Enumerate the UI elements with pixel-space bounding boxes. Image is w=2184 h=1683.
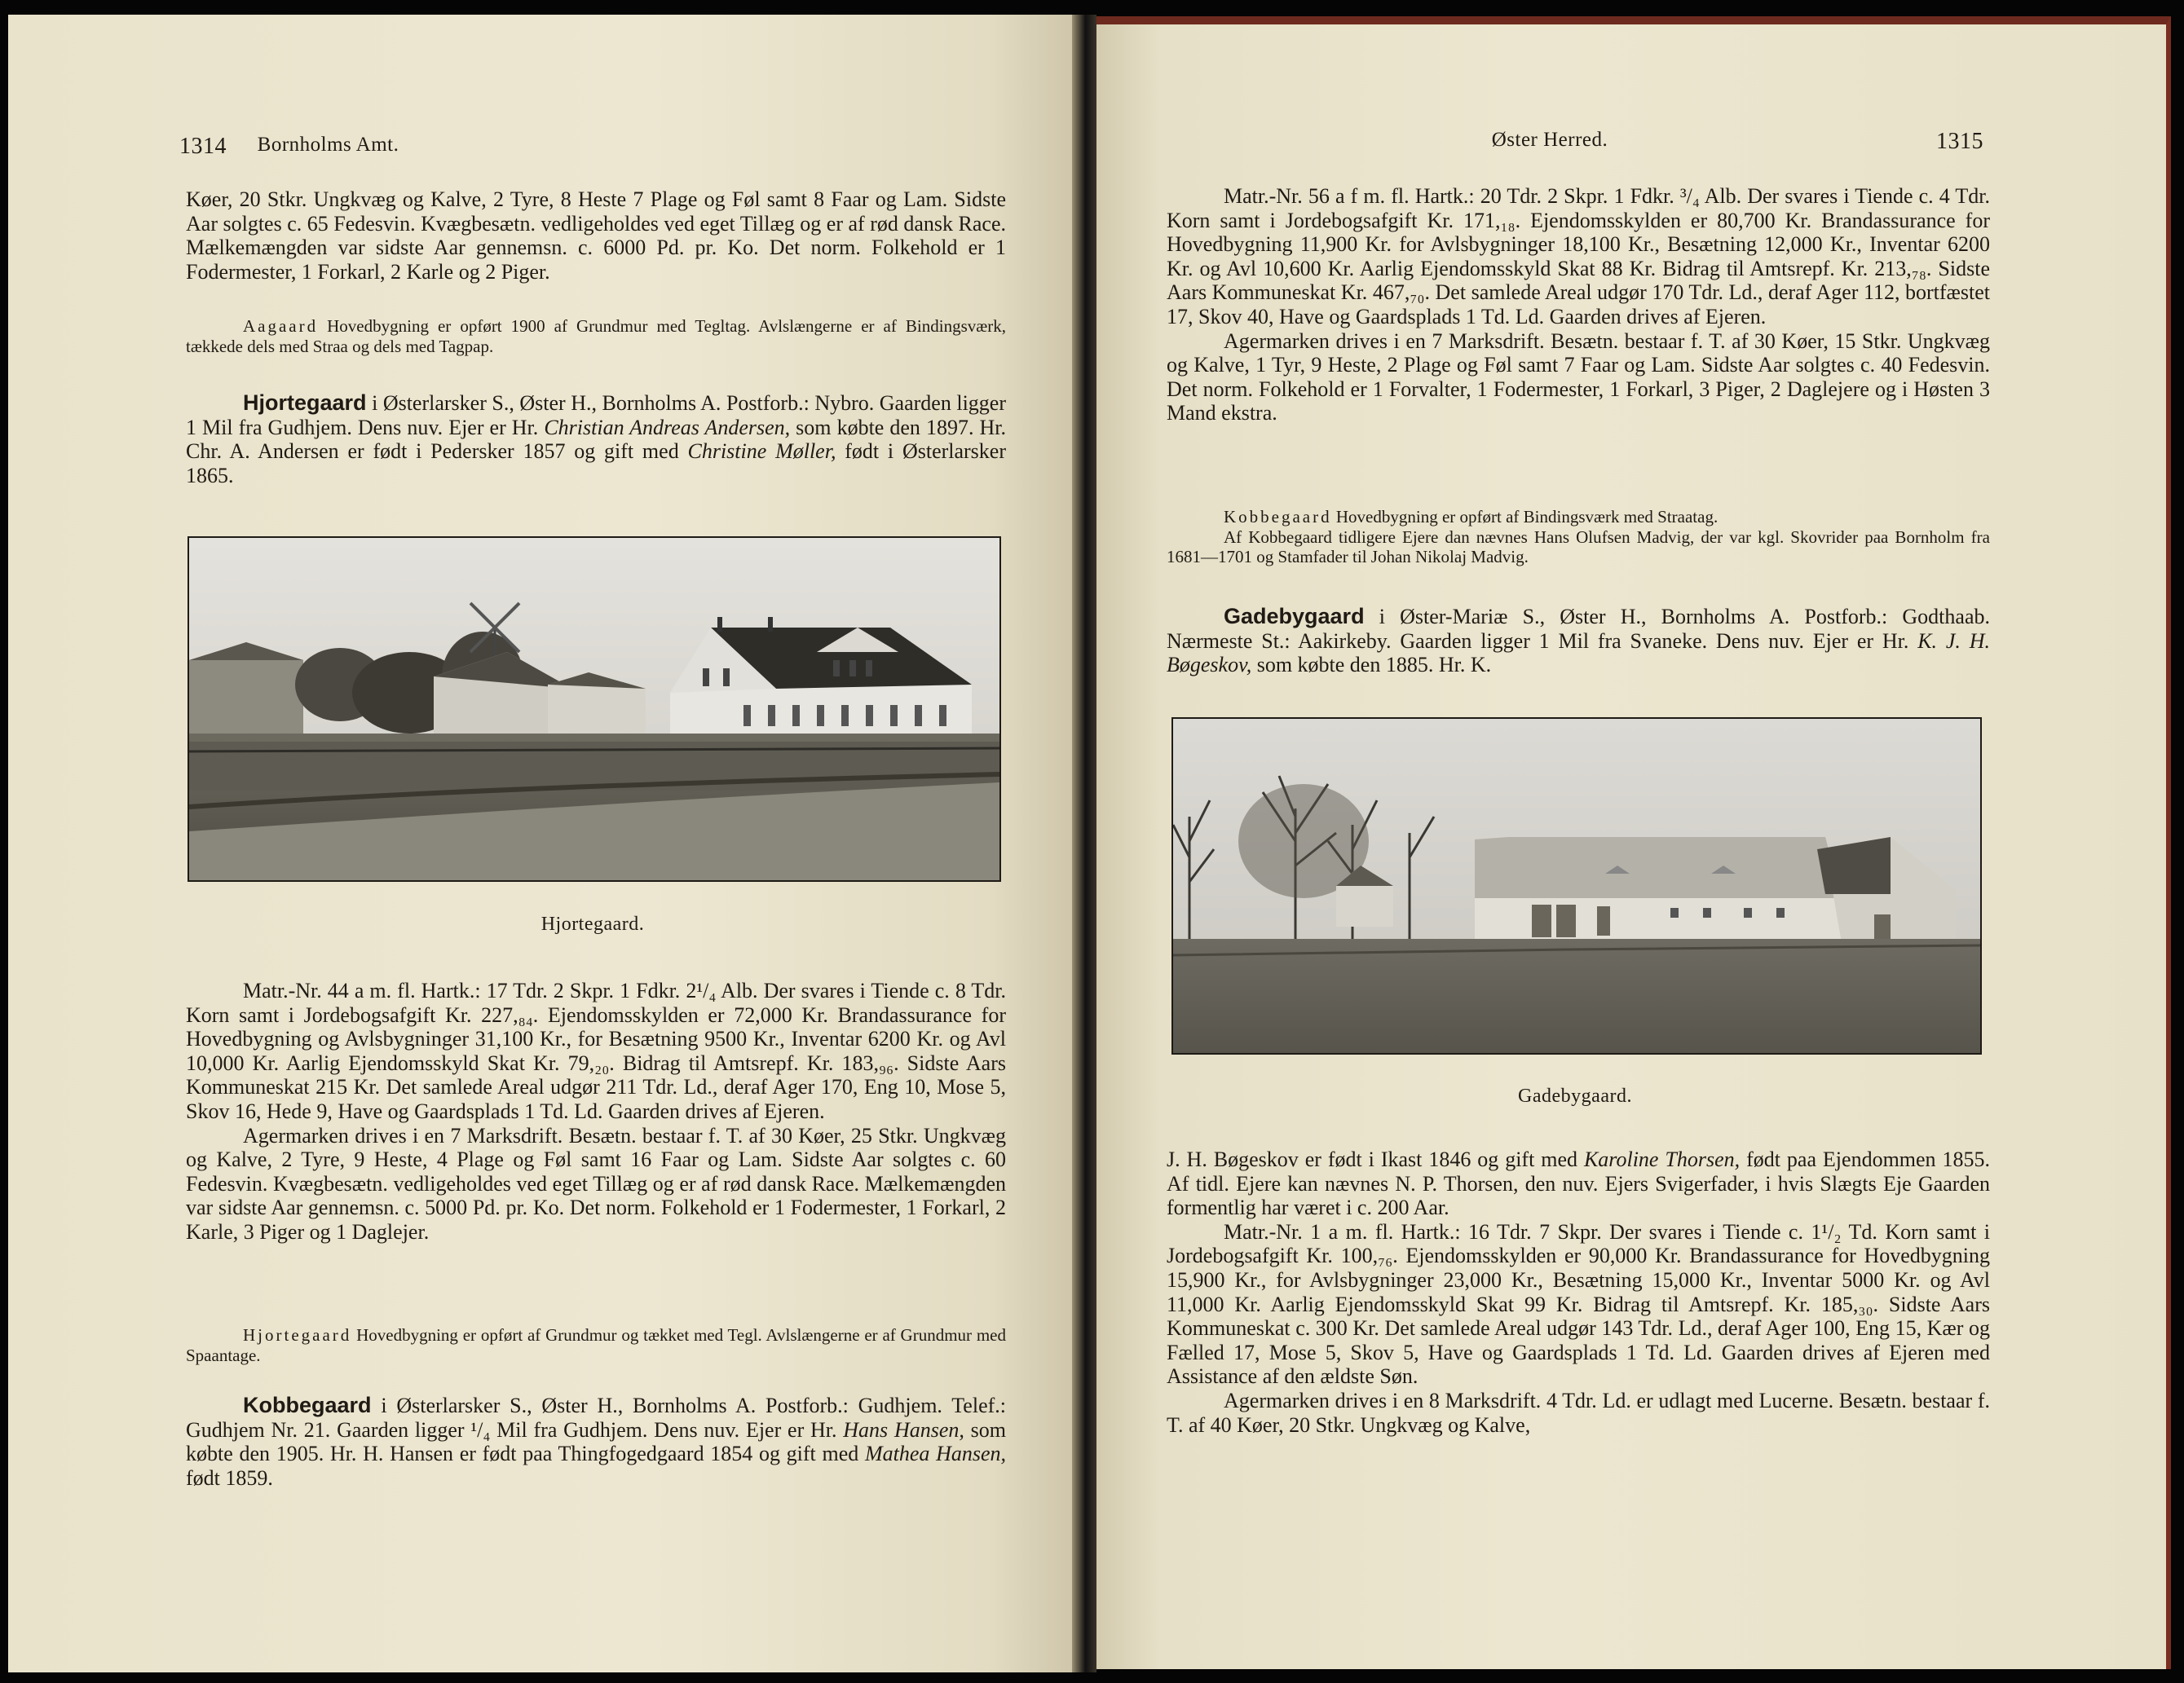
hjortegaard-intro-2: som købte den 1897. Hr. Chr. A. Andersen er født i Pedersker 1857 og gift med — [186, 415, 1007, 464]
kobbegaard-intro — [186, 1394, 1006, 1490]
hjortegaard-photo — [188, 536, 1001, 882]
aagaard-note — [186, 316, 1006, 356]
kobbegaard-intro-1: i Østerlarsker S., Øster H., Bornholms A. Postforb.: Gudhjem. Telef.: Gudhjem Nr. 21. Gaarden ligger ¹/₄ Mil fra Gudhjem. Dens nuv. Ejer er Hr. — [186, 1394, 1006, 1442]
hjortegaard-matr: Matr.-Nr. 44 a m. fl. Hartk.: 17 Tdr. 2 Skpr. 1 Fdkr. 2¹/₄ Alb. Der svares i Tiende c. 8 Tdr. Korn samt i Jordebogsafgift Kr. 227,₈₄. Ejendomsskylden er 72,000 Kr. Brandassurance for Hovedbygning og Avlsbygninger 31,100 Kr., for Besætning 9500 Kr., Inventar 6200 Kr. og Avl 10,000 Kr. Aarlig Ejendomsskyld Skat Kr. 79,₂₀. Bidrag til Amtsrepf. Kr. 183,₉₆. Sidste Aars Kommuneskat 215 Kr. Det samlede Areal udgør 211 Tdr. Ld., deraf Ager 170, Eng 10, Mose 5, Skov 16, Hede 9, Have og Gaardsplads 1 Td. Ld. Gaarden drives af Ejeren. — [186, 979, 1006, 1123]
left-page — [8, 15, 1072, 1672]
gadebygaard-caption: Gadebygaard. — [1518, 1086, 1632, 1107]
hjortegaard-details — [186, 979, 1006, 1245]
running-head-right — [1096, 129, 2166, 158]
aagaard-note-name: Aagaard — [243, 316, 319, 336]
hjortegaard-intro-3: født i Østerlarsker 1865. — [186, 439, 1007, 487]
page-number-left: 1314 — [179, 134, 227, 159]
hjortegaard-owner: Christian Andreas Andersen, — [544, 415, 791, 439]
running-title-right: Øster Herred. — [1491, 129, 1608, 151]
gadebygaard-photo — [1171, 717, 1982, 1055]
hjortegaard-spouse: Christine Møller, — [687, 439, 836, 464]
kobbegaard-owner: Hans Hansen, — [843, 1417, 964, 1442]
gadebygaard-agermarken: Agermarken drives i en 8 Marksdrift. 4 Tdr. Ld. er udlagt med Lucerne. Besætn. bestaar f. T. af 40 Køer, 20 Stkr. Ungkvæg og Kalve, — [1167, 1388, 1990, 1437]
hjortegaard-caption: Hjortegaard. — [540, 914, 645, 935]
hjortegaard-note — [186, 1325, 1006, 1365]
gadebygaard-spouse: Karoline Thorsen, — [1583, 1148, 1741, 1171]
kobbegaard-note-text: Hovedbygning er opført af Bindingsværk med Straatag. — [1331, 507, 1719, 526]
kobbegaard-intro-3: født 1859. — [186, 1465, 273, 1490]
right-page — [1096, 16, 2171, 1669]
gadebygaard-title: Gadebygaard — [1224, 604, 1365, 628]
kobbegaard-note — [1167, 507, 1990, 567]
hjortegaard-intro — [186, 391, 1006, 487]
gadebygaard-cont-1: J. H. Bøgeskov er født i Ikast 1846 og gift med — [1167, 1148, 1584, 1171]
continuation-block — [186, 187, 1006, 284]
kobbegaard-note-2: Af Kobbegaard tidligere Ejere dan nævnes Hans Olufsen Madvig, der var kgl. Skovrider paa Bornholm fra 1681—1701 og Stamfader til Johan Nikolaj Madvig. — [1167, 526, 1990, 566]
hjortegaard-agermarken: Agermarken drives i en 7 Marksdrift. Besætn. bestaar f. T. af 30 Køer, 25 Stkr. Ungkvæg og Kalve, 2 Tyre, 9 Heste, 4 Plage og Føl samt 16 Faar og Lam. Sidste Aar solgtes c. 60 Fedesvin. Kvægbesætn. vedligeholdes ved eget Tillæg og er af rød dansk Race. Mælkemængden var sidste Aar gennemsn. c. 5000 Pd. pr. Ko. Det norm. Folkehold er 1 Fodermester, 1 Forkarl, 2 Karle, 3 Piger og 1 Daglejer. — [186, 1123, 1006, 1244]
gadebygaard-cont-2: født paa Ejendommen 1855. Af tidl. Ejere kan nævnes N. P. Thorsen, den nuv. Ejers Svigerfader, i hvis Slægts Eje Gaarden formentlig har været i c. 200 Aar. — [1167, 1148, 1991, 1220]
kobbegaard-details — [1167, 184, 1990, 425]
gadebygaard-intro — [1167, 605, 1990, 677]
kobbegaard-title: Kobbegaard — [243, 1393, 372, 1417]
running-head-left — [8, 134, 1072, 163]
running-title-left: Bornholms Amt. — [257, 134, 399, 156]
hjortegaard-note-text: Hovedbygning er opført af Grundmur og tækket med Tegl. Avlslængerne er af Grundmur med Spaantage. — [186, 1325, 1006, 1365]
gadebygaard-matr: Matr.-Nr. 1 a m. fl. Hartk.: 16 Tdr. 7 Skpr. Der svares i Tiende c. 1¹/₂ Td. Korn samt i Jordebogsafgift Kr. 100,₇₆. Ejendomsskylden er 90,000 Kr. Brandassurance for Hovedbygning 15,900 Kr., for Avlsbygninger 23,000 Kr., Besætning 15,000 Kr., Inventar 5000 Kr. og Avl 11,000 Kr. Aarlig Ejendomsskyld Skat 99 Kr. Bidrag til Amtsrepf. Kr. 185,₃₀. Sidste Aars Kommuneskat c. 300 Kr. Det samlede Areal udgør 143 Tdr. Ld., deraf Ager 100, Eng 15, Kær og Fælled 17, Mose 5, Skov 5, Have og Gaardsplads 1 Td. Ld. Gaarden drives af Ejeren med Assistance af den ældste Søn. — [1167, 1219, 1990, 1389]
kobbegaard-intro-2: som købte den 1905. Hr. H. Hansen er født paa Thingfogedgaard 1854 og gift med — [186, 1417, 1007, 1466]
gadebygaard-details — [1167, 1148, 1990, 1437]
gadebygaard-intro-1: i Øster-Mariæ S., Øster H., Bornholms A. Postforb.: Godthaab. Nærmeste St.: Aakirkeby. Gaarden ligger 1 Mil fra Svaneke. Dens nuv. Ejer er Hr. — [1167, 605, 1990, 653]
gadebygaard-intro-2: som købte den 1885. Hr. K. — [1251, 653, 1492, 677]
kobbegaard-matr: Matr.-Nr. 56 a f m. fl. Hartk.: 20 Tdr. 2 Skpr. 1 Fdkr. ³/₄ Alb. Der svares i Tiende c. 4 Tdr. Korn samt i Jordebogsafgift Kr. 171,₁₈. Ejendomsskylden er 80,700 Kr. Brandassurance for Hovedbygning 11,900 Kr. for Avlsbygninger 18,100 Kr., Besætning 12,000 Kr., Inventar 6200 Kr. og Avl 10,600 Kr. Aarlig Ejendomsskyld Skat 88 Kr. Bidrag til Amtsrepf. Kr. 213,₇₈. Sidste Aars Kommuneskat Kr. 467,₇₀. Det samlede Areal udgør 170 Tdr. Ld., deraf Ager 112, bortfæstet 17, Skov 40, Have og Gaardsplads 1 Td. Ld. Gaarden drives af Ejeren. — [1167, 184, 1990, 328]
gadebygaard-owner: K. J. H. Bøgeskov, — [1167, 628, 1990, 677]
hjortegaard-note-name: Hjortegaard — [243, 1325, 352, 1345]
kobbegaard-note-name: Kobbegaard — [1224, 507, 1332, 526]
aagaard-note-text: Hovedbygning er opført 1900 af Grundmur med Tegltag. Avlslængerne er af Bindingsværk, tækkede dels med Straa og dels med Tagpap. — [186, 316, 1006, 356]
continuation-paragraph: Køer, 20 Stkr. Ungkvæg og Kalve, 2 Tyre, 8 Heste 7 Plage og Føl samt 8 Faar og Lam. Sidste Aar solgtes c. 65 Fedesvin. Kvægbesætn. vedligeholdes ved eget Tillæg og er af rød dansk Race. Mælkemængden var sidste Aar gennemsn. c. 6000 Pd. pr. Ko. Det norm. Folkehold er 1 Fodermester, 1 Forkarl, 2 Karle og 2 Piger. — [186, 187, 1006, 284]
book-spine — [1072, 15, 1096, 1672]
hjortegaard-intro-1: i Østerlarsker S., Øster H., Bornholms A. Postforb.: Nybro. Gaarden ligger 1 Mil fra Gudhjem. Dens nuv. Ejer er Hr. — [186, 391, 1006, 439]
hjortegaard-title: Hjortegaard — [243, 390, 367, 415]
kobbegaard-agermarken: Agermarken drives i en 7 Marksdrift. Besætn. bestaar f. T. af 30 Køer, 15 Stkr. Ungkvæg og Kalve, 1 Tyr, 9 Heste, 2 Plage og Føl samt 7 Faar og Lam. Sidste Aar solgtes c. 40 Fedesvin. Det norm. Folkehold er 1 Forvalter, 1 Fodermester, 1 Forkarl, 3 Piger, 2 Daglejere og i Høsten 3 Mand ekstra. — [1167, 328, 1990, 425]
page-number-right: 1315 — [1936, 129, 1983, 154]
kobbegaard-spouse: Mathea Hansen, — [864, 1442, 1007, 1466]
